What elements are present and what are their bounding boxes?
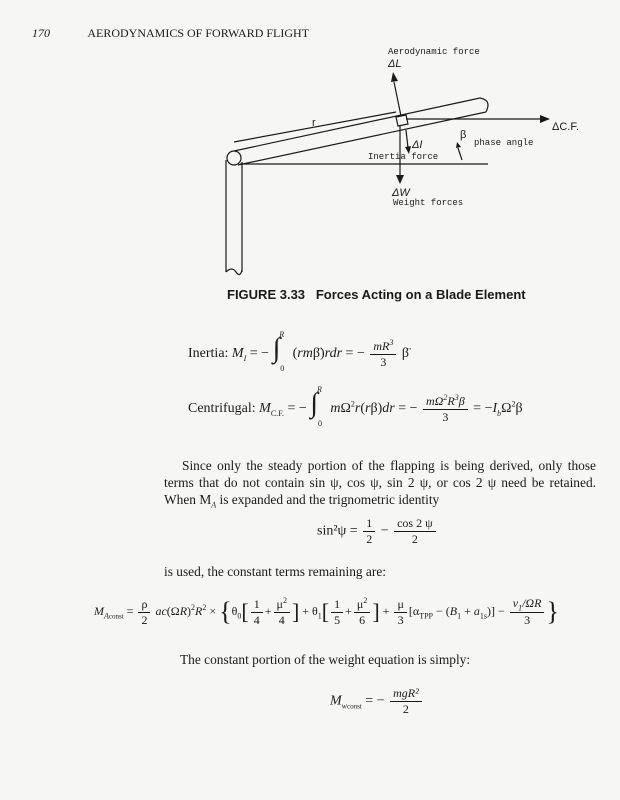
blade-tip [480, 98, 488, 112]
page-number: 170 [32, 26, 50, 40]
figure-caption: FIGURE 3.33 Forces Acting on a Blade Element [227, 287, 526, 302]
inertia-force-label: Inertia force [368, 152, 439, 162]
lift-arrow-line [394, 82, 401, 116]
phase-angle-label: phase angle [474, 138, 534, 148]
paragraph-steady: Since only the steady portion of the flapping is being derived, only those terms that do not contain sin ψ, cos ψ, sin 2 ψ, or cos 2 ψ need be retained. When $M_A$ is expanded and the trignometric identity [164, 458, 596, 510]
blade-bottom-edge [238, 112, 486, 165]
aero-force-label: Aerodynamic force [388, 47, 480, 57]
lift-arrowhead [391, 72, 398, 82]
paragraph-constant-terms: is used, the constant terms remaining are: [164, 564, 386, 579]
delta-w-label: ΔW [392, 187, 410, 199]
running-title: AERODYNAMICS OF FORWARD FLIGHT [87, 26, 310, 40]
weight-equation: $M_{wconst}$ = − $\frac{\text{mgR²}}{2}$ [330, 686, 424, 717]
centrifugal-equation: Centrifugal: $M_{C.F.}$ = − $\int_0^R$ $m\Omega^2r(r\beta)dr$ = − $\frac{m\Omega^2R^3\beta}{3}$ = $-I_b\Omega^2\beta$ [188, 385, 523, 428]
paragraph-weight: The constant portion of the weight equation is simply: [180, 652, 471, 667]
blade-element-figure [0, 0, 620, 300]
weight-arrowhead [396, 175, 404, 184]
inertia-equation: Inertia: $M_I$ = − $\int_0^R$ (rmβ̈)rdr = − $\frac{mR^3}{3}$ β̈ [188, 330, 409, 373]
beta-pointer [458, 148, 462, 160]
beta-arrowhead [456, 142, 461, 148]
weight-forces-label: Weight forces [393, 198, 464, 208]
blade-element [396, 115, 408, 126]
delta-l-label: ΔL [388, 58, 402, 70]
m-a-const-equation: $M_{Aconst}$ = $\frac{\rho}{2}$ $ac(\Omega R)^2R^2 \times \{\theta_0$[ $\frac{1}{4}$ + $\frac{\mu^2}{4}$ ] + $\theta_1$[ $\frac{1}{5}$ + $\frac{\mu^2}{6}$ ] + $\frac{\mu}{3}$ $[\alpha_{TPP} - (B_1 + a_{1s})]$ − $\frac{v_1/\Omega R}{3}$ } [94, 596, 559, 628]
shaft-break [226, 269, 242, 275]
trig-identity: sin²ψ = $\frac{1}{2}$ − $\frac{\cos 2 \psi}{2}$ [317, 516, 438, 547]
r-label: r [312, 117, 316, 129]
inertia-arrow-line [406, 130, 408, 148]
delta-i-label: ΔI [412, 139, 423, 151]
hinge-circle [227, 151, 241, 165]
blade-top-edge [234, 98, 480, 151]
beta-label: β [460, 129, 467, 141]
cf-arrowhead [540, 115, 550, 123]
delta-cf-label: ΔC.F. [552, 121, 579, 133]
